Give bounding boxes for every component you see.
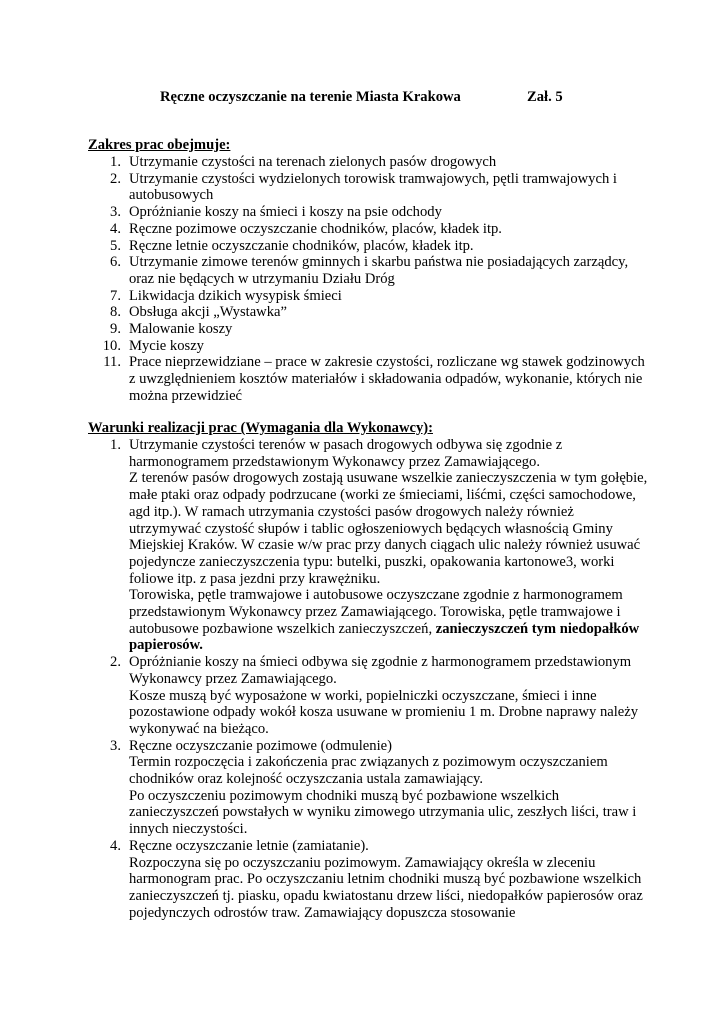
paragraph-text: Torowiska, pętle tramwajowe i autobusowe oczyszczane zgodnie z harmonogramem przedstawionym Wykonawcy przez Zamawiającego. Torowiska, pętle tramwajowe i autobusowe pozbawione wszelkich zanieczyszczeń, bbox=[129, 587, 623, 637]
item-text: Prace nieprzewidziane – prace w zakresie czystości, rozliczane wg stawek godzinowych z uwzględnieniem kosztów materiałów i składowania odpadów, wykonanie, których nie można przewidzieć bbox=[129, 354, 645, 404]
item-text: Utrzymanie zimowe terenów gminnych i skarbu państwa nie posiadających zarządcy, oraz nie będących w utrzymaniu Działu Dróg bbox=[129, 254, 629, 287]
item-number: 4. bbox=[110, 220, 121, 237]
item-text: Ręczne letnie oczyszczanie chodników, placów, kładek itp. bbox=[129, 237, 474, 254]
scope-list bbox=[88, 154, 648, 405]
list-item bbox=[88, 221, 648, 238]
list-item bbox=[88, 304, 648, 321]
item-number: 3. bbox=[110, 737, 121, 754]
list-item bbox=[88, 204, 648, 221]
item-number: 4. bbox=[110, 837, 121, 854]
paragraph: Ręczne oczyszczanie pozimowe (odmulenie) bbox=[129, 737, 392, 754]
item-text: Utrzymanie czystości na terenach zielonych pasów drogowych bbox=[129, 154, 497, 170]
bold-text: zanieczyszczeń tym niedopałków papierosów. bbox=[129, 620, 640, 654]
conditions-heading: Warunki realizacji prac (Wymagania dla Wykonawcy): bbox=[88, 420, 433, 436]
item-text: Mycie koszy bbox=[129, 337, 204, 354]
paragraph: Rozpoczyna się po oczyszczaniu pozimowym. Zamawiający określa w zleceniu harmonogram prac. Po oczyszczaniu letnim chodniki muszą być pozbawione wszelkich zanieczyszczeń tj. piasku, opadu kwiatostanu drzew liści, niedopałków papierosów oraz pojedynczych odrostów traw. Zamawiający dopuszcza stosowanie bbox=[129, 854, 643, 921]
item-number: 10. bbox=[102, 337, 121, 354]
item-number: 3. bbox=[110, 204, 121, 221]
item-number: 2. bbox=[110, 170, 121, 187]
list-item bbox=[88, 154, 648, 171]
list-item bbox=[88, 654, 648, 738]
item-text: Obsługa akcji „Wystawka” bbox=[129, 304, 287, 321]
item-number: 9. bbox=[110, 321, 121, 338]
list-item bbox=[88, 254, 648, 287]
list-item bbox=[88, 238, 648, 255]
attachment-label: Zał. 5 bbox=[527, 89, 563, 105]
paragraph: Kosze muszą być wyposażone w worki, popielniczki oczyszczane, śmieci i inne pozostawione odpady wokół kosza usuwane w promieniu 1 m. Drobne naprawy należy wykonywać na bieżąco. bbox=[129, 687, 639, 737]
item-text: Utrzymanie czystości wydzielonych torowisk tramwajowych, pętli tramwajowych i autobusowych bbox=[129, 170, 617, 204]
item-number: 11. bbox=[103, 354, 121, 371]
list-item bbox=[88, 171, 648, 204]
list-item bbox=[88, 738, 648, 838]
list-item bbox=[88, 321, 648, 338]
list-item bbox=[88, 838, 648, 922]
item-text: Ręczne pozimowe oczyszczanie chodników, placów, kładek itp. bbox=[129, 220, 502, 237]
paragraph: Z terenów pasów drogowych zostają usuwane wszelkie zanieczyszczenia w tym gołębie, małe ptaki oraz odpady podrzucane (worki ze śmieciami, liśćmi, części samochodowe, agd itp.). W ramach utrzymania czystości pasów drogowych należy również utrzymywać czystość słupów i tablic ogłoszeniowych będących własnością Gminy Miejskiej Kraków. W czasie w/w prac przy danych ciągach ulic należy również usuwać pojedyncze zanieczyszczenia typu: butelki, puszki, opakowania kartonowe3, worki foliowe itp. z pasa jezdni przy krawężniku. bbox=[129, 470, 648, 587]
item-text: Malowanie koszy bbox=[129, 321, 233, 338]
item-number: 7. bbox=[110, 287, 121, 304]
item-number: 8. bbox=[110, 304, 121, 321]
list-item bbox=[88, 288, 648, 305]
item-number: 2. bbox=[110, 654, 121, 671]
item-text: Likwidacja dzikich wysypisk śmieci bbox=[129, 287, 342, 304]
scope-heading: Zakres prac obejmuje: bbox=[88, 137, 231, 153]
paragraph: Ręczne oczyszczanie letnie (zamiatanie). bbox=[129, 837, 369, 854]
paragraph bbox=[129, 587, 648, 654]
item-number: 1. bbox=[110, 154, 121, 170]
list-item bbox=[88, 437, 648, 654]
item-number: 1. bbox=[110, 437, 121, 453]
list-item bbox=[88, 354, 648, 404]
item-number: 5. bbox=[110, 237, 121, 254]
document-title: Ręczne oczyszczanie na terenie Miasta Krakowa bbox=[160, 89, 461, 105]
paragraph: Po oczyszczeniu pozimowym chodniki muszą być pozbawione wszelkich zanieczyszczeń powstałych w wyniku zimowego utrzymania ulic, zeszłych liści, traw i innych nieczystości. bbox=[129, 787, 637, 838]
paragraph: Utrzymanie czystości terenów w pasach drogowych odbywa się zgodnie z harmonogramem przedstawionym Wykonawcy przez Zamawiającego. bbox=[129, 437, 563, 470]
paragraph: Termin rozpoczęcia i zakończenia prac związanych z pozimowym oczyszczaniem chodników oraz kolejność oczyszczania ustala zamawiający. bbox=[129, 754, 608, 788]
item-number: 6. bbox=[110, 254, 121, 271]
list-item bbox=[88, 338, 648, 355]
item-text: Opróżnianie koszy na śmieci i koszy na psie odchody bbox=[129, 204, 442, 221]
conditions-list bbox=[88, 437, 648, 921]
paragraph: Opróżnianie koszy na śmieci odbywa się zgodnie z harmonogramem przedstawionym Wykonawcy przez Zamawiającego. bbox=[129, 654, 632, 687]
